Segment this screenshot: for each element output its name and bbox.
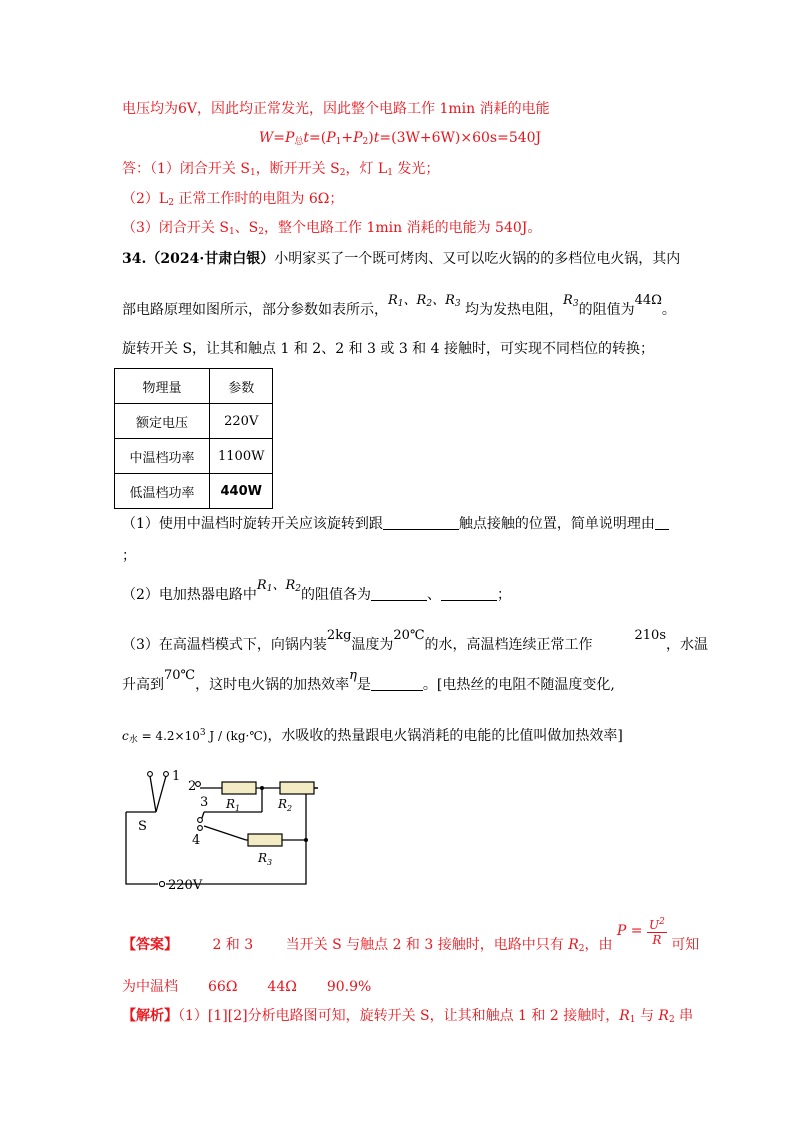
table-header: 物理量 xyxy=(115,369,210,404)
sub-question-3-line3: $c_水 = 4.2\times 10^3$ J / (kg·℃)，水吸收的热量跟电火锅消耗的电能的比值叫做加热效率] xyxy=(122,728,623,745)
question-34-line2: 部电路原理如图所示，部分参数如表所示，$R_1$、$R_2$、$R_3$ 均为发热电阻，$R_3$的阻值为44Ω。 xyxy=(122,293,676,318)
contact-label-1: 1 xyxy=(172,769,181,784)
table-row xyxy=(115,369,273,404)
circuit-diagram xyxy=(110,762,330,894)
svg-text:R1: $R_1$ xyxy=(226,797,241,813)
switch-label: S xyxy=(138,819,147,834)
table-row xyxy=(115,474,273,509)
table-cell: 220V xyxy=(210,404,273,439)
table-row xyxy=(115,439,273,474)
svg-text:R3: $R_3$ xyxy=(258,851,273,867)
table-cell: 440W xyxy=(210,474,273,509)
continuation-line: 电压均为6V，因此均正常发光，因此整个电路工作 1min 消耗的电能 xyxy=(122,101,550,117)
energy-formula: $W=P_总t=(P_1+P_2)t=(3W+6W)\times 60s=540J$ xyxy=(258,130,542,147)
parameter-table xyxy=(114,368,273,509)
svg-text:R2: $R_2$ xyxy=(278,797,293,813)
answer-line-2: 为中温档 66Ω 44Ω 90.9% xyxy=(122,979,372,995)
sub-question-1: （1）使用中温档时旋转开关应该旋转到跟 触点接触的位置，简单说明理由 xyxy=(122,514,669,534)
sub-question-2: （2）电加热器电路中$R_1$、$R_2$的阻值各为 、 ； xyxy=(122,578,511,603)
table-row xyxy=(115,404,273,439)
contact-label-3: 3 xyxy=(200,795,209,810)
contact-label-2: 2 xyxy=(188,779,197,794)
table-cell: 额定电压 xyxy=(115,404,210,439)
table-cell: 低温档功率 xyxy=(115,474,210,509)
question-34-intro: 34.（2024·甘肃白银）小明家买了一个既可烤肉、又可以吃火锅的的多档位电火锅，其内 xyxy=(122,251,681,267)
contact-label-4: 4 xyxy=(192,833,201,848)
sub-question-3: （3）在高温档模式下，向锅内装2kg温度为20℃的水，高温档连续正常工作210s，水温 xyxy=(122,628,708,653)
question-34-line3: 旋转开关 S，让其和触点 1 和 2、2 和 3 或 3 和 4 接触时，可实现不同档位的转换； xyxy=(122,341,654,357)
table-header: 参数 xyxy=(210,369,273,404)
answer-line-1: 答：（1）闭合开关 $S_1$，断开开关 $S_2$，灯 $L_1$ 发光； xyxy=(122,161,440,178)
analysis-line: 【解析】（1）[1][2]分析电路图可知，旋转开关 S，让其和触点 1 和 2 接触时，$R_1$ 与 $R_2$ 串 xyxy=(122,1008,694,1025)
sub-question-1-end: ； xyxy=(122,548,136,564)
answer-line-3: （3）闭合开关 $S_1$、$S_2$，整个电路工作 1min 消耗的电能为 540J。 xyxy=(122,220,542,237)
answer-line: 【答案】 2 和 3 当开关 S 与触点 2 和 3 接触时，电路中只有 $R_2$，由 P = $\frac{U^2}{R}$ 可知 xyxy=(122,917,700,954)
sub-question-3-line2: 升高到70℃，这时电火锅的加热效率η是 。[电热丝的电阻不随温度变化, xyxy=(122,668,615,693)
table-cell: 中温档功率 xyxy=(115,439,210,474)
answer-line-2: $(2)L_2$ 正常工作时的电阻为 6Ω； xyxy=(122,191,344,208)
table-cell: 1100W xyxy=(210,439,273,474)
voltage-label: 220V xyxy=(168,878,203,893)
